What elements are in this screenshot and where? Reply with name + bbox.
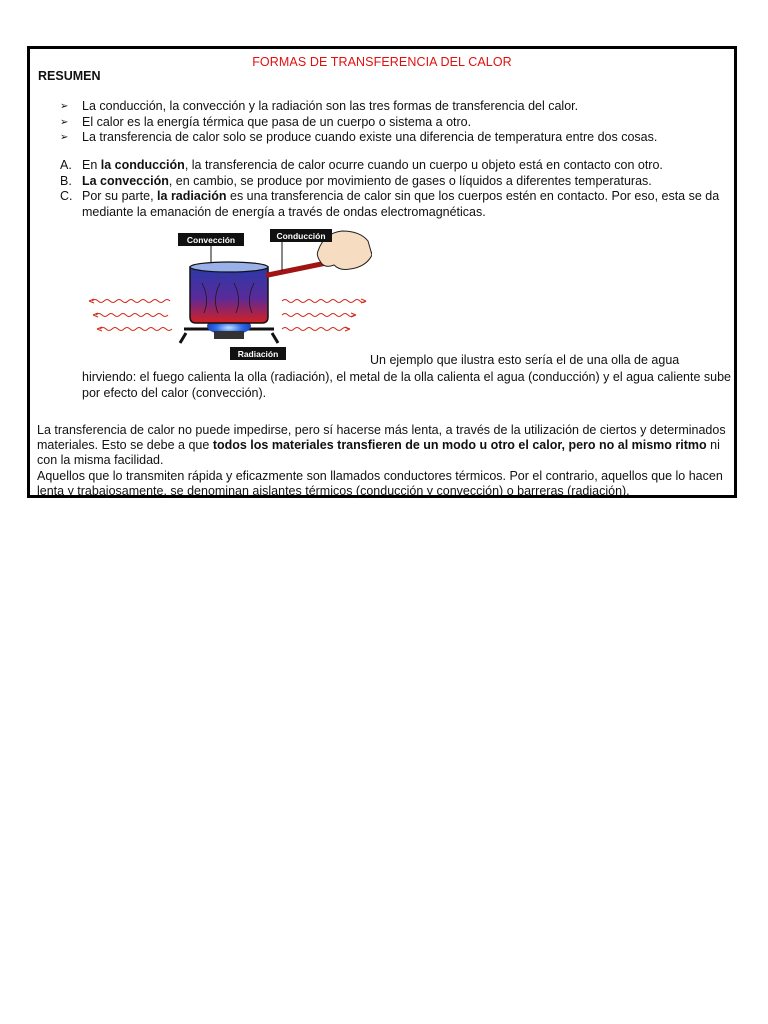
paragraph-conductors: Aquellos que lo transmiten rápida y eficazmente son llamados conductores térmicos. Por el contrario, aquellos que lo hacen lenta y trabajosamente, se denominan aislantes térmicos (conducción y convección) o barreras (radiación). [37,469,723,498]
bullet-item: ➢ La conducción, la convección y la radiación son las tres formas de transferencia del calor. [60,99,579,113]
arrow-bullet-icon: ➢ [60,132,69,143]
document-frame [27,46,737,498]
bullet-item: ➢ La transferencia de calor solo se produce cuando existe una diferencia de temperatura entre dos cosas. [60,130,658,144]
pot-icon [190,267,268,323]
label-conveccion-text: Convección [186,235,236,245]
label-conduccion-text: Conducción [276,231,326,241]
paragraph-materials: La transferencia de calor no puede impedirse, pero sí hacerse más lenta, a través de la utilización de ciertos y determinados materiales. Esto se debe a que todos los materiales transfieren de un modo u otro el calor, pero no al mismo ritmo ni con la misma facilidad. [37,423,726,467]
arrow-bullet-icon: ➢ [60,101,69,112]
label-radiacion [230,347,286,360]
radiation-waves-left [89,299,172,331]
lettered-item: B. La convección, en cambio, se produce por movimiento de gases o líquidos a diferentes temperaturas. [60,173,652,188]
label-radiacion-text: Radiación [237,349,279,359]
label-conveccion [178,233,244,263]
lettered-list [60,158,728,220]
radiation-waves-right [282,299,366,331]
lettered-item: A. En la conducción, la transferencia de calor ocurre cuando un cuerpo u objeto está en contacto con otro. [60,158,663,172]
example-text: hirviendo: el fuego calienta la olla (radiación), el metal de la olla calienta el agua (conducción) y el agua caliente sube por efecto del calor (convección). [82,370,732,400]
bullet-item: ➢ El calor es la energía térmica que pasa de un cuerpo o sistema a otro. [60,114,472,129]
section-heading: RESUMEN [38,69,101,83]
lettered-item: C. Por su parte, la radiación es una transferencia de calor sin que los cuerpos estén en contacto. Por eso, esta se da mediante la emanación de energía a través de ondas electromagnéticas. [60,189,720,219]
heat-transfer-illustration [86,229,372,361]
example-text-first-line: Un ejemplo que ilustra esto sería el de una olla de agua [370,353,680,367]
arrow-bullet-icon: ➢ [60,116,69,128]
document-title: FORMAS DE TRANSFERENCIA DEL CALOR [252,55,512,69]
bullet-list [60,99,657,146]
